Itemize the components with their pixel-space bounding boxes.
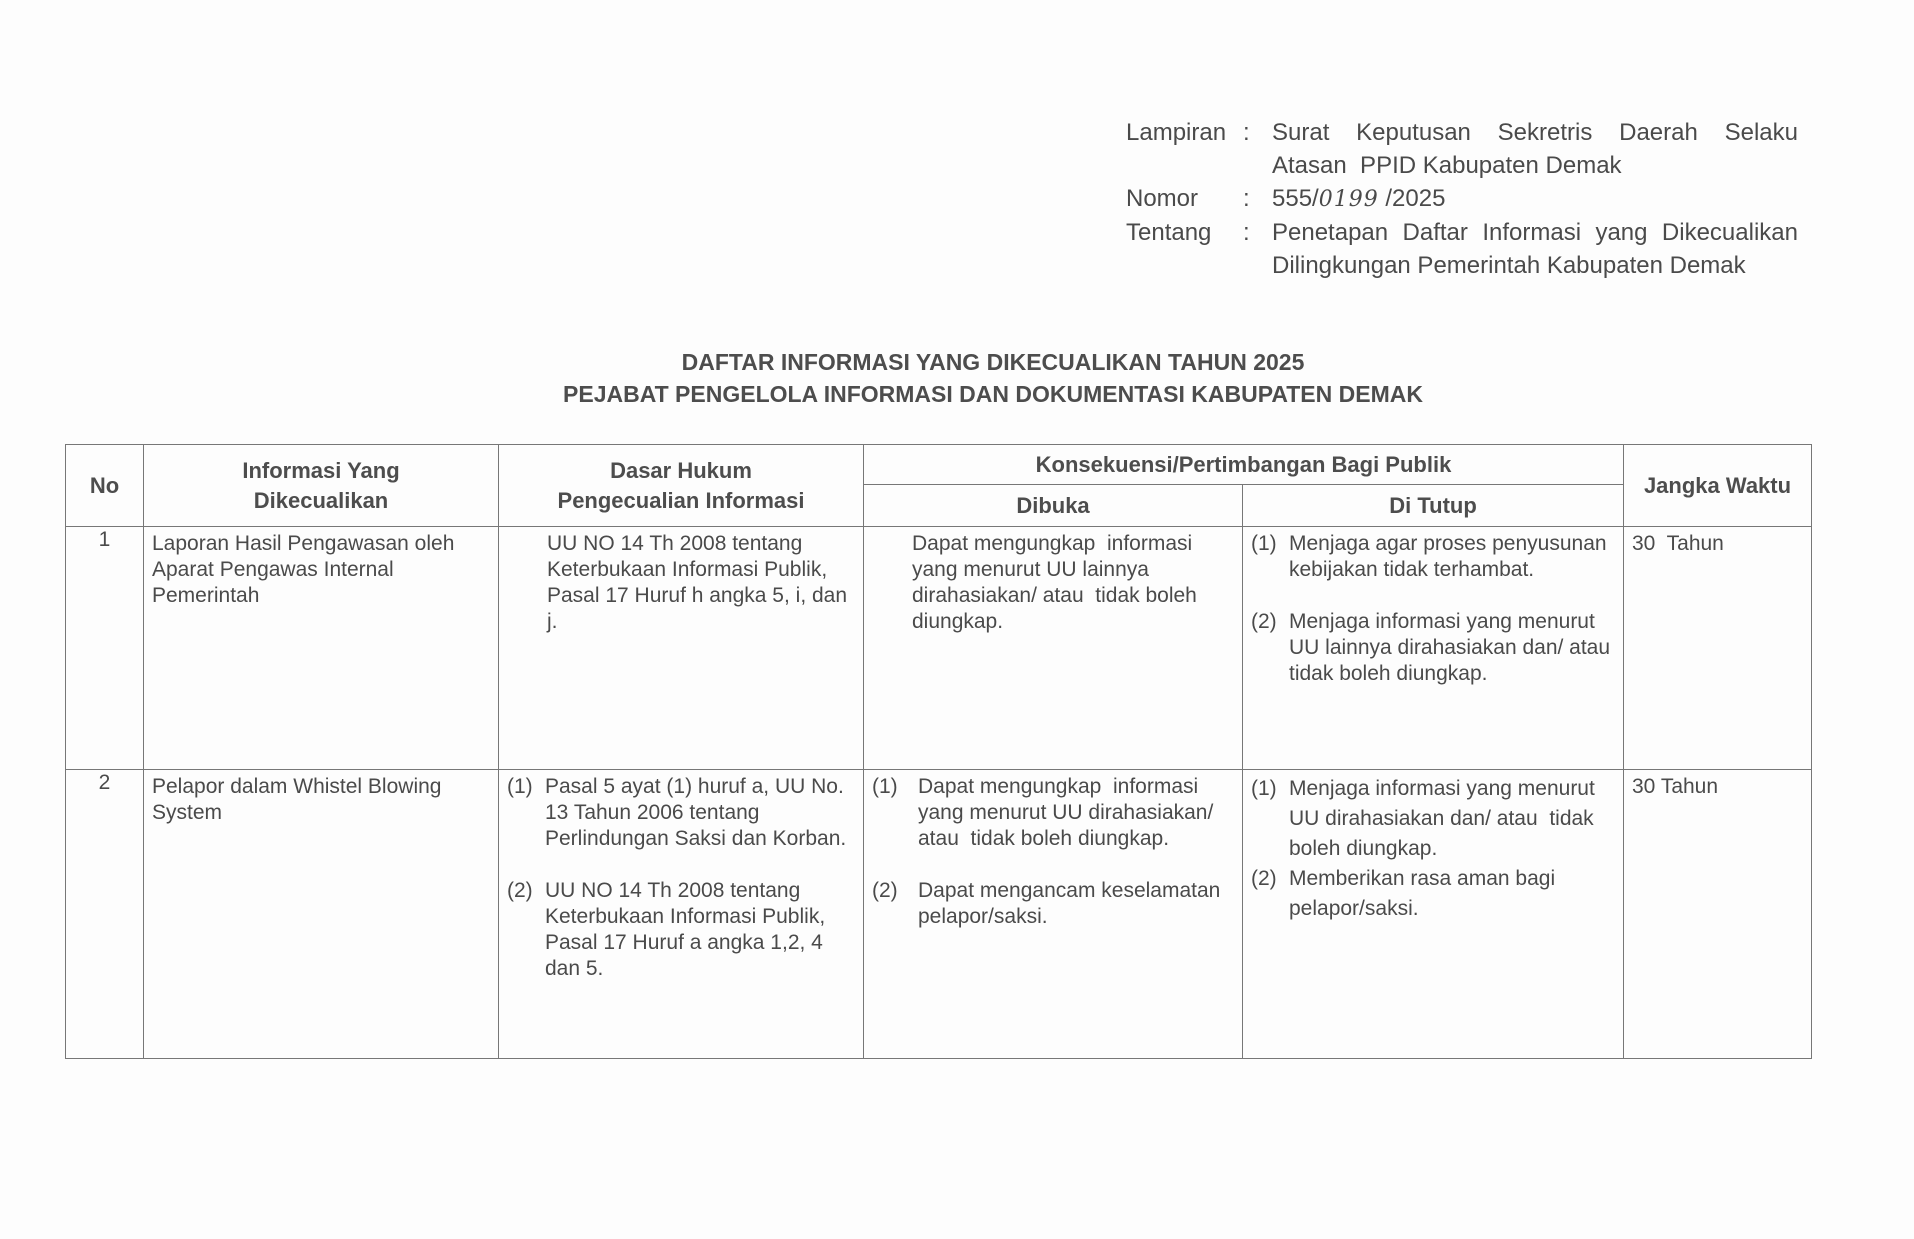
- header-konsekuensi: Konsekuensi/Pertimbangan Bagi Publik: [864, 445, 1624, 485]
- lampiran-line2: Atasan PPID Kabupaten Demak: [1272, 152, 1622, 179]
- nomor-label: Nomor: [1126, 185, 1199, 212]
- lampiran-colon: :: [1243, 119, 1250, 146]
- list-number: (1): [872, 775, 898, 798]
- tentang-value: [1272, 216, 1798, 282]
- tentang-line2: Dilingkungan Pemerintah Kabupaten Demak: [1272, 252, 1746, 279]
- list-text: Menjaga informasi yang menurut UU dirahasiakan dan/ atau tidak boleh diungkap.: [1289, 777, 1601, 860]
- informasi-text: Pelapor dalam Whistel Blowing System: [152, 775, 442, 824]
- header-informasi-line1: Informasi Yang: [242, 457, 400, 483]
- header-dasar-hukum: [499, 445, 864, 527]
- list-number: (2): [872, 879, 898, 902]
- nomor-colon: :: [1243, 185, 1250, 212]
- dasar-hukum-text: UU NO 14 Th 2008 tentang Keterbukaan Informasi Publik, Pasal 17 Huruf h angka 5, i, dan j.: [547, 532, 848, 633]
- informasi-cell: [144, 527, 499, 770]
- nomor-suffix: /2025: [1378, 185, 1446, 212]
- list-number: (1): [507, 775, 533, 798]
- tentang-colon: :: [1243, 219, 1250, 246]
- list-number: (2): [1251, 867, 1277, 890]
- header-jangka-waktu: Jangka Waktu: [1624, 445, 1812, 527]
- header-dasar-line2: Pengecualian Informasi: [557, 487, 805, 513]
- ditutup-cell: [1243, 527, 1624, 770]
- row-number: 2: [66, 770, 144, 1059]
- list-item: [1251, 774, 1615, 864]
- list-item: [1251, 609, 1622, 687]
- ditutup-cell: [1243, 770, 1624, 1059]
- list-item: [507, 774, 855, 852]
- dasar-hukum-cell: [499, 770, 864, 1059]
- header-dibuka: Dibuka: [864, 485, 1243, 527]
- informasi-cell: [144, 770, 499, 1059]
- title-line1: DAFTAR INFORMASI YANG DIKECUALIKAN TAHUN 2025: [681, 349, 1305, 375]
- nomor-handwritten: 0199: [1318, 187, 1379, 212]
- header-no: No: [66, 445, 144, 527]
- jangka-waktu-text: 30 Tahun: [1632, 775, 1719, 798]
- lampiran-row: [1126, 116, 1798, 182]
- list-item: [872, 878, 1234, 930]
- spacer: [1251, 583, 1615, 609]
- dibuka-list: [864, 770, 1242, 934]
- table-row: [66, 527, 1812, 770]
- ditutup-list: [1243, 527, 1623, 691]
- list-number: (1): [1251, 532, 1277, 555]
- jangka-waktu-cell: [1624, 527, 1812, 770]
- list-number: (1): [1251, 777, 1277, 800]
- list-item: [507, 878, 855, 982]
- list-number: (2): [1251, 610, 1277, 633]
- header-dasar-line1: Dasar Hukum: [610, 457, 752, 483]
- jangka-waktu-text: 30 Tahun: [1632, 532, 1724, 555]
- header-row-top: [66, 445, 1812, 485]
- title-line2: PEJABAT PENGELOLA INFORMASI DAN DOKUMENTASI KABUPATEN DEMAK: [563, 381, 1423, 407]
- tentang-label: Tentang: [1126, 219, 1212, 246]
- row-number: 1: [66, 527, 144, 770]
- header-informasi: [144, 445, 499, 527]
- tentang-line1: Penetapan Daftar Informasi yang Dikecualikan: [1272, 219, 1798, 246]
- list-text: Dapat mengungkap informasi yang menurut UU dirahasiakan/ atau tidak boleh diungkap.: [918, 775, 1220, 850]
- header-ditutup: Di Tutup: [1243, 485, 1624, 527]
- dasar-hukum-list: [499, 770, 863, 986]
- lampiran-label: Lampiran: [1126, 119, 1227, 146]
- list-text: Memberikan rasa aman bagi pelapor/saksi.: [1289, 867, 1556, 920]
- informasi-text: Laporan Hasil Pengawasan oleh Aparat Pengawas Internal Pemerintah: [152, 532, 455, 607]
- lampiran-line1: Surat Keputusan Sekretris Daerah Selaku: [1272, 119, 1798, 146]
- spacer: [872, 852, 1234, 878]
- jangka-waktu-cell: [1624, 770, 1812, 1059]
- list-item: [872, 774, 1234, 852]
- document-title: [0, 346, 1914, 410]
- tentang-row: [1126, 216, 1798, 282]
- nomor-prefix: 555/: [1272, 185, 1319, 212]
- list-item: [1251, 864, 1615, 924]
- nomor-row: [1126, 182, 1798, 216]
- exempted-information-table: [65, 444, 1812, 1059]
- ditutup-list: [1243, 770, 1623, 928]
- header-informasi-line2: Dikecualikan: [253, 487, 389, 513]
- dibuka-cell: [864, 527, 1243, 770]
- list-text: Menjaga agar proses penyusunan kebijakan tidak terhambat.: [1289, 532, 1607, 581]
- list-item: [1251, 531, 1615, 583]
- dasar-hukum-cell: [499, 527, 864, 770]
- list-number: (2): [507, 879, 533, 902]
- table-row: [66, 770, 1812, 1059]
- dibuka-text: Dapat mengungkap informasi yang menurut UU lainnya dirahasiakan/ atau tidak boleh diungkap.: [912, 532, 1203, 633]
- document-metadata: [1126, 116, 1798, 282]
- dibuka-cell: [864, 770, 1243, 1059]
- list-text: Dapat mengancam keselamatan pelapor/saksi.: [918, 879, 1221, 928]
- spacer: [507, 852, 855, 878]
- lampiran-value: [1272, 116, 1798, 182]
- nomor-value: [1272, 182, 1798, 216]
- list-text: Pasal 5 ayat (1) huruf a, UU No. 13 Tahun 2006 tentang Perlindungan Saksi dan Korban.: [545, 775, 847, 850]
- list-text: UU NO 14 Th 2008 tentang Keterbukaan Informasi Publik, Pasal 17 Huruf a angka 1,2, 4 dan 5.: [545, 879, 826, 980]
- list-text: Menjaga informasi yang menurut UU lainnya dirahasiakan dan/ atau tidak boleh diungkap.: [1289, 610, 1622, 685]
